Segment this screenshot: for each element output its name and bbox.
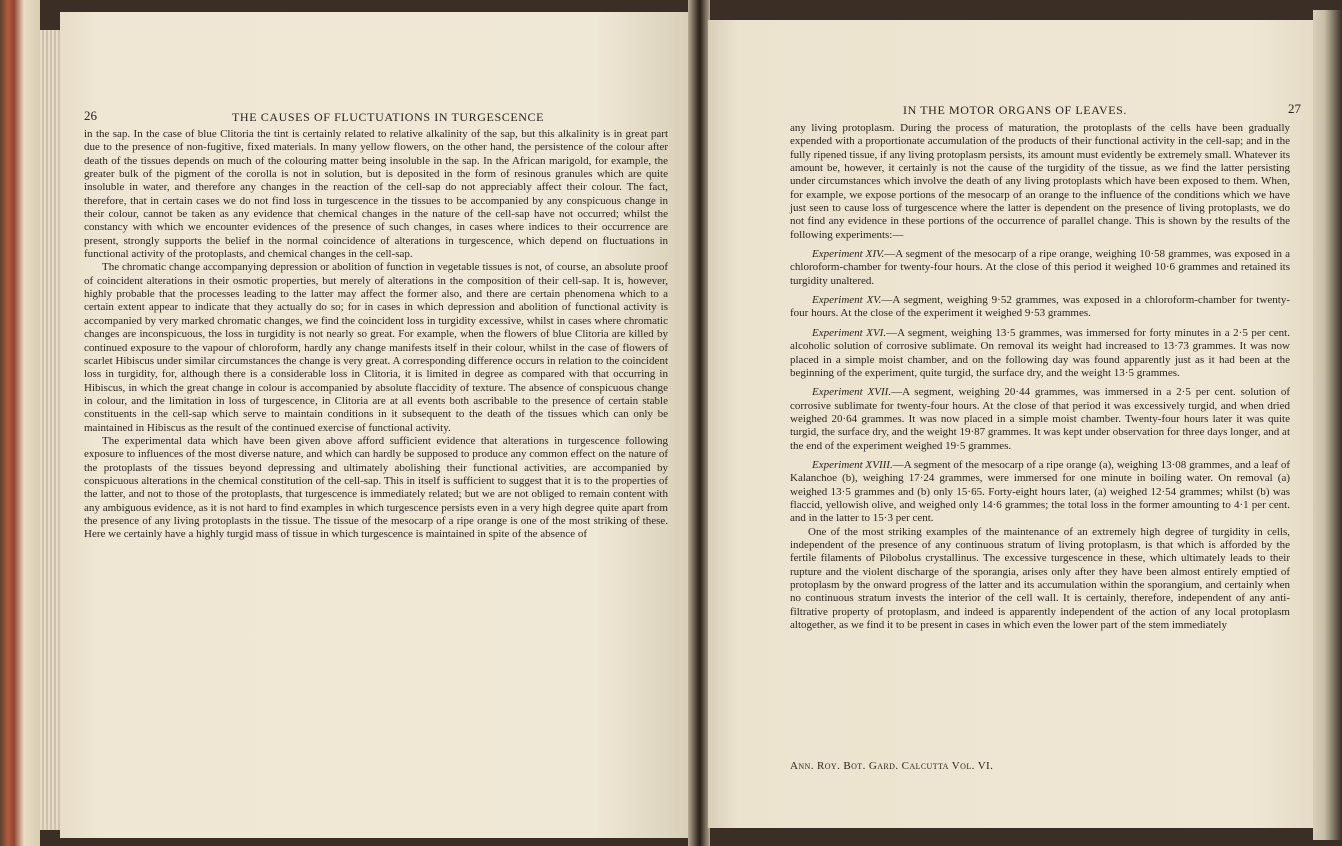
experiment-label: Experiment XIV. bbox=[812, 248, 885, 261]
page-number-right: 27 bbox=[1288, 101, 1301, 116]
running-head-left: THE CAUSES OF FLUCTUATIONS IN TURGESCENCE bbox=[232, 110, 545, 124]
paragraph: any living protoplasm. During the process of maturation, the protoplasts of the cells have been gradually expended with a proportionate accumulation of the products of their functional activity in the cell-sap; and in the fully ripened tissue, if any living protoplasm persists, its amount must evidently be extremely small. Whatever its amount be, however, it certainly is not the cause of the turgidity of the tissue, as we find the latter persisting under circumstances which involve the death of any living protoplasts which have been exposed to them. When, for example, we expose portions of the mesocarp of an orange to the influence of the conditions which we have just seen to cause loss of turgescence where the latter is dependent on the presence of living protoplasts, we do not find any evidence in these portions of the occurrence of parallel change. This is shown by the results of the following experiments:— bbox=[790, 122, 1290, 241]
experiment-label: Experiment XV. bbox=[812, 294, 882, 307]
experiment-label: Experiment XVI. bbox=[812, 326, 887, 339]
experiment-text: —A segment, weighing 13·5 grammes, was immersed for forty minutes in a 2·5 per cent. alcoholic solution of corrosive sublimate. On removal its weight had increased to 13·73 grammes. It was now placed in a simple moist chamber, and on the following day was found apparently just as it had been at the beginning of the experiment, quite turgid, the surface dry, and the weight 13·5 grammes. bbox=[790, 326, 1290, 379]
book-edge-left bbox=[0, 0, 40, 846]
right-page bbox=[708, 20, 1313, 828]
running-head-right: IN THE MOTOR ORGANS OF LEAVES. bbox=[903, 103, 1128, 117]
left-page bbox=[60, 12, 690, 838]
experiment-text: —A segment of the mesocarp of a ripe orange (a), weighing 13·08 grammes, and a leaf of Kalanchoe (b), weighing 17·24 grammes, were immersed for one minute in boiling water. On removal (a) weighed 13·5 grammes and (b) only 15·65. Forty-eight hours later, (a) weighed 12·54 grammes; whilst (b) was flaccid, yellowish olive, and weighed only 14·6 grammes; the total loss in the former amounting to 4·1 per cent. and in the latter to 15·3 per cent. bbox=[790, 458, 1290, 525]
experiment-block bbox=[790, 386, 1290, 453]
paragraph: in the sap. In the case of blue Clitoria the tint is certainly related to relative alkalinity of the sap, but this alkalinity is in great part due to the presence of non-fugitive, fixed materials. In many yellow flowers, on the other hand, the persistence of the colour after death of the tissues depends on much of the colouring matter being insoluble in the sap. In the African marigold, for example, the greater bulk of the pigment of the corolla is not in solution, but is deposited in the form of resinous granules which are quite insoluble in water, and therefore any changes in the reaction of the cell-sap do not appreciably affect their colour. The fact, therefore, that in certain cases we do not find loss in turgescence in the tissues to be accompanied by any conspicuous change in their colour, cannot be taken as any evidence that chemical changes in the nature of the cell-sap have not occurred; whilst the constancy with which we encounter evidences of the presence of such changes, in cases where indices to their occurrence are present, strongly supports the belief in the normal coincidence of alterations in turgescence, which depend on fluctuations in functional activity of the protoplasts, and chemical changes in the cell-sap. bbox=[84, 128, 668, 261]
book-edge-right bbox=[1313, 10, 1342, 840]
paragraph: The chromatic change accompanying depression or abolition of function in vegetable tissues is not, of course, an absolute proof of coincident alterations in their osmotic properties, but merely of alterations in the composition of their cell-sap. It is, however, highly probable that the processes leading to the latter may affect the former also, and there are certain phenomena which to a certain extent appear to indicate that they actually do so; for in cases in which depression and abolition of functional activity is accompanied by very marked chromatic changes, we find the coincident loss in turgidity excessive, whilst in cases where chromatic changes are inconspicuous, the loss in turgidity is not nearly so great. For example, when the flowers of blue Clitoria are killed by continued exposure to the vapour of chloroform, hardly any change manifests itself in their colour, whilst in the case of flowers of scarlet Hibiscus under similar circumstances the change is very great. A corresponding difference occurs in relation to the coincident loss in turgidity, for, although there is a considerable loss in Clitoria, it is limited in degree as compared with that occurring in Hibiscus, in which the great change in colour is accompanied by absolute flaccidity of texture. The absence of conspicuous change in colour, and the limitation in loss of turgescence, in Clitoria are at all events both ascribable to the presence of certain stable constituents in the cell-sap which serve to maintain conditions in it subsequent to the death of the tissues which can only be maintained in Hibiscus as the result of the continued exercise of functional activity. bbox=[84, 261, 668, 434]
paragraph: One of the most striking examples of the maintenance of an extremely high degree of turgidity in cells, independent of the presence of any continuous stratum of living protoplasm, is that which is afforded by the fertile filaments of Pilobolus crystallinus. The excessive turgescence in these, which ultimately leads to their rupture and the violent discharge of the sporangia, arises only after they have been almost entirely emptied of protoplasm by the onward progress of the latter and its accumulation within the sporangium, and certainly when no continuous stratum invests the interior of the cell wall. It is certainly, therefore, independent of any anti-filtrative property of protoplasm, and indeed is apparently independent of the action of any local protoplasm altogether, as we find it to be present in cases in which even the lower part of the stem immediately bbox=[790, 525, 1290, 632]
experiment-entry bbox=[790, 386, 1290, 453]
experiment-text: —A segment, weighing 20·44 grammes, was immersed in a 2·5 per cent. solution of corrosive sublimate for twenty-four hours. At the close of that period it was excessively turgid, and when dried weighed 20·64 grammes. It was now placed in a simple moist chamber. Twenty-four hours later it was quite turgid, the surface dry, and the weight 19·87 grammes. It was kept under observation for three days longer, and at the end of the experiment weighed 19·5 grammes. bbox=[790, 386, 1291, 452]
page-footer: Ann. Roy. Bot. Gard. Calcutta Vol. VI. bbox=[790, 760, 994, 772]
experiment-entry bbox=[790, 248, 1290, 288]
experiment-block bbox=[790, 294, 1290, 321]
paragraph: The experimental data which have been given above afford sufficient evidence that alterations in turgescence following exposure to influences of the most diverse nature, and which can hardly be supposed to produce any common effect on the nature of the protoplasts of the tissues beyond depressing and ultimately abolishing their functional activities, are accompanied by conspicuous alterations in the chemical constitution of the cell-sap. This in itself is sufficient to suggest that it is to the properties of the latter, and not to those of the protoplasts, that turgescence is immediately related; but we are not obliged to remain content with any ambiguous evidence, as it is not hard to find examples in which turgescence persists even in a very high degree quite apart from the presence of any living protoplasts in the tissue. The tissue of the mesocarp of a ripe orange is one of the most striking of these. Here we certainly have a highly turgid mass of tissue in which turgescence is maintained in spite of the absence of bbox=[84, 434, 668, 541]
experiment-label: Experiment XVII. bbox=[812, 386, 892, 399]
left-body-text bbox=[84, 128, 668, 542]
experiment-text: —A segment of the mesocarp of a ripe orange, weighing 10·58 grammes, was exposed in a chloroform-chamber for twenty-four hours. At the close of this period it weighed 10·6 grammes and retained its turgidity unaltered. bbox=[790, 248, 1290, 287]
experiment-label: Experiment XVIII. bbox=[812, 458, 893, 471]
experiment-entry bbox=[790, 459, 1290, 526]
experiment-entry bbox=[790, 294, 1290, 321]
experiment-entry bbox=[790, 327, 1290, 380]
experiment-text: —A segment, weighing 9·52 grammes, was exposed in a chloroform-chamber for twenty-four hours. At the close of the experiment it weighed 9·53 grammes. bbox=[790, 294, 1290, 320]
page-number-left: 26 bbox=[84, 108, 97, 123]
experiment-block bbox=[790, 248, 1290, 288]
book-gutter bbox=[688, 0, 710, 846]
experiment-block bbox=[790, 327, 1290, 380]
right-body-text bbox=[790, 122, 1290, 632]
experiment-block bbox=[790, 459, 1290, 526]
